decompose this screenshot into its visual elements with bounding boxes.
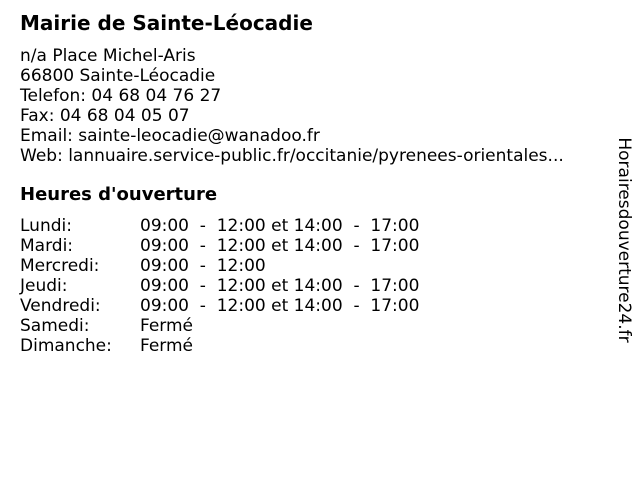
day-hours: 09:00 - 12:00 et 14:00 - 17:00 bbox=[140, 276, 420, 296]
hours-row-thursday bbox=[20, 276, 419, 296]
day-hours: 09:00 - 12:00 et 14:00 - 17:00 bbox=[140, 236, 420, 256]
day-hours: 09:00 - 12:00 et 14:00 - 17:00 bbox=[140, 216, 420, 236]
street-address-line: n/a Place Michel-Aris bbox=[20, 46, 196, 66]
opening-hours-table bbox=[20, 216, 419, 356]
fax-line: Fax: 04 68 04 05 07 bbox=[20, 106, 190, 126]
hours-row-sunday bbox=[20, 336, 419, 356]
hours-row-monday bbox=[20, 216, 419, 236]
day-hours: Fermé bbox=[140, 336, 194, 356]
day-hours: 09:00 - 12:00 bbox=[140, 256, 266, 276]
day-label: Mardi: bbox=[20, 236, 74, 256]
day-hours: 09:00 - 12:00 et 14:00 - 17:00 bbox=[140, 296, 420, 316]
day-label: Lundi: bbox=[20, 216, 72, 236]
opening-hours-heading: Heures d'ouverture bbox=[20, 184, 218, 205]
day-label: Jeudi: bbox=[20, 276, 68, 296]
day-label: Mercredi: bbox=[20, 256, 100, 276]
hours-row-tuesday bbox=[20, 236, 419, 256]
hours-row-friday bbox=[20, 296, 419, 316]
day-hours: Fermé bbox=[140, 316, 194, 336]
page-title: Mairie de Sainte-Léocadie bbox=[20, 11, 313, 35]
info-card bbox=[20, 10, 595, 356]
day-label: Samedi: bbox=[20, 316, 90, 336]
website-line: Web: lannuaire.service-public.fr/occitanie/pyrenees-orientales... bbox=[20, 146, 564, 166]
day-label: Dimanche: bbox=[20, 336, 112, 356]
hours-row-saturday bbox=[20, 316, 419, 336]
hours-row-wednesday bbox=[20, 256, 419, 276]
contact-block bbox=[20, 46, 595, 166]
email-line: Email: sainte-leocadie@wanadoo.fr bbox=[20, 126, 320, 146]
postal-city-line: 66800 Sainte-Léocadie bbox=[20, 66, 216, 86]
site-watermark: Horairesdouverture24.fr bbox=[614, 137, 634, 343]
phone-line: Telefon: 04 68 04 76 27 bbox=[20, 86, 222, 106]
day-label: Vendredi: bbox=[20, 296, 101, 316]
